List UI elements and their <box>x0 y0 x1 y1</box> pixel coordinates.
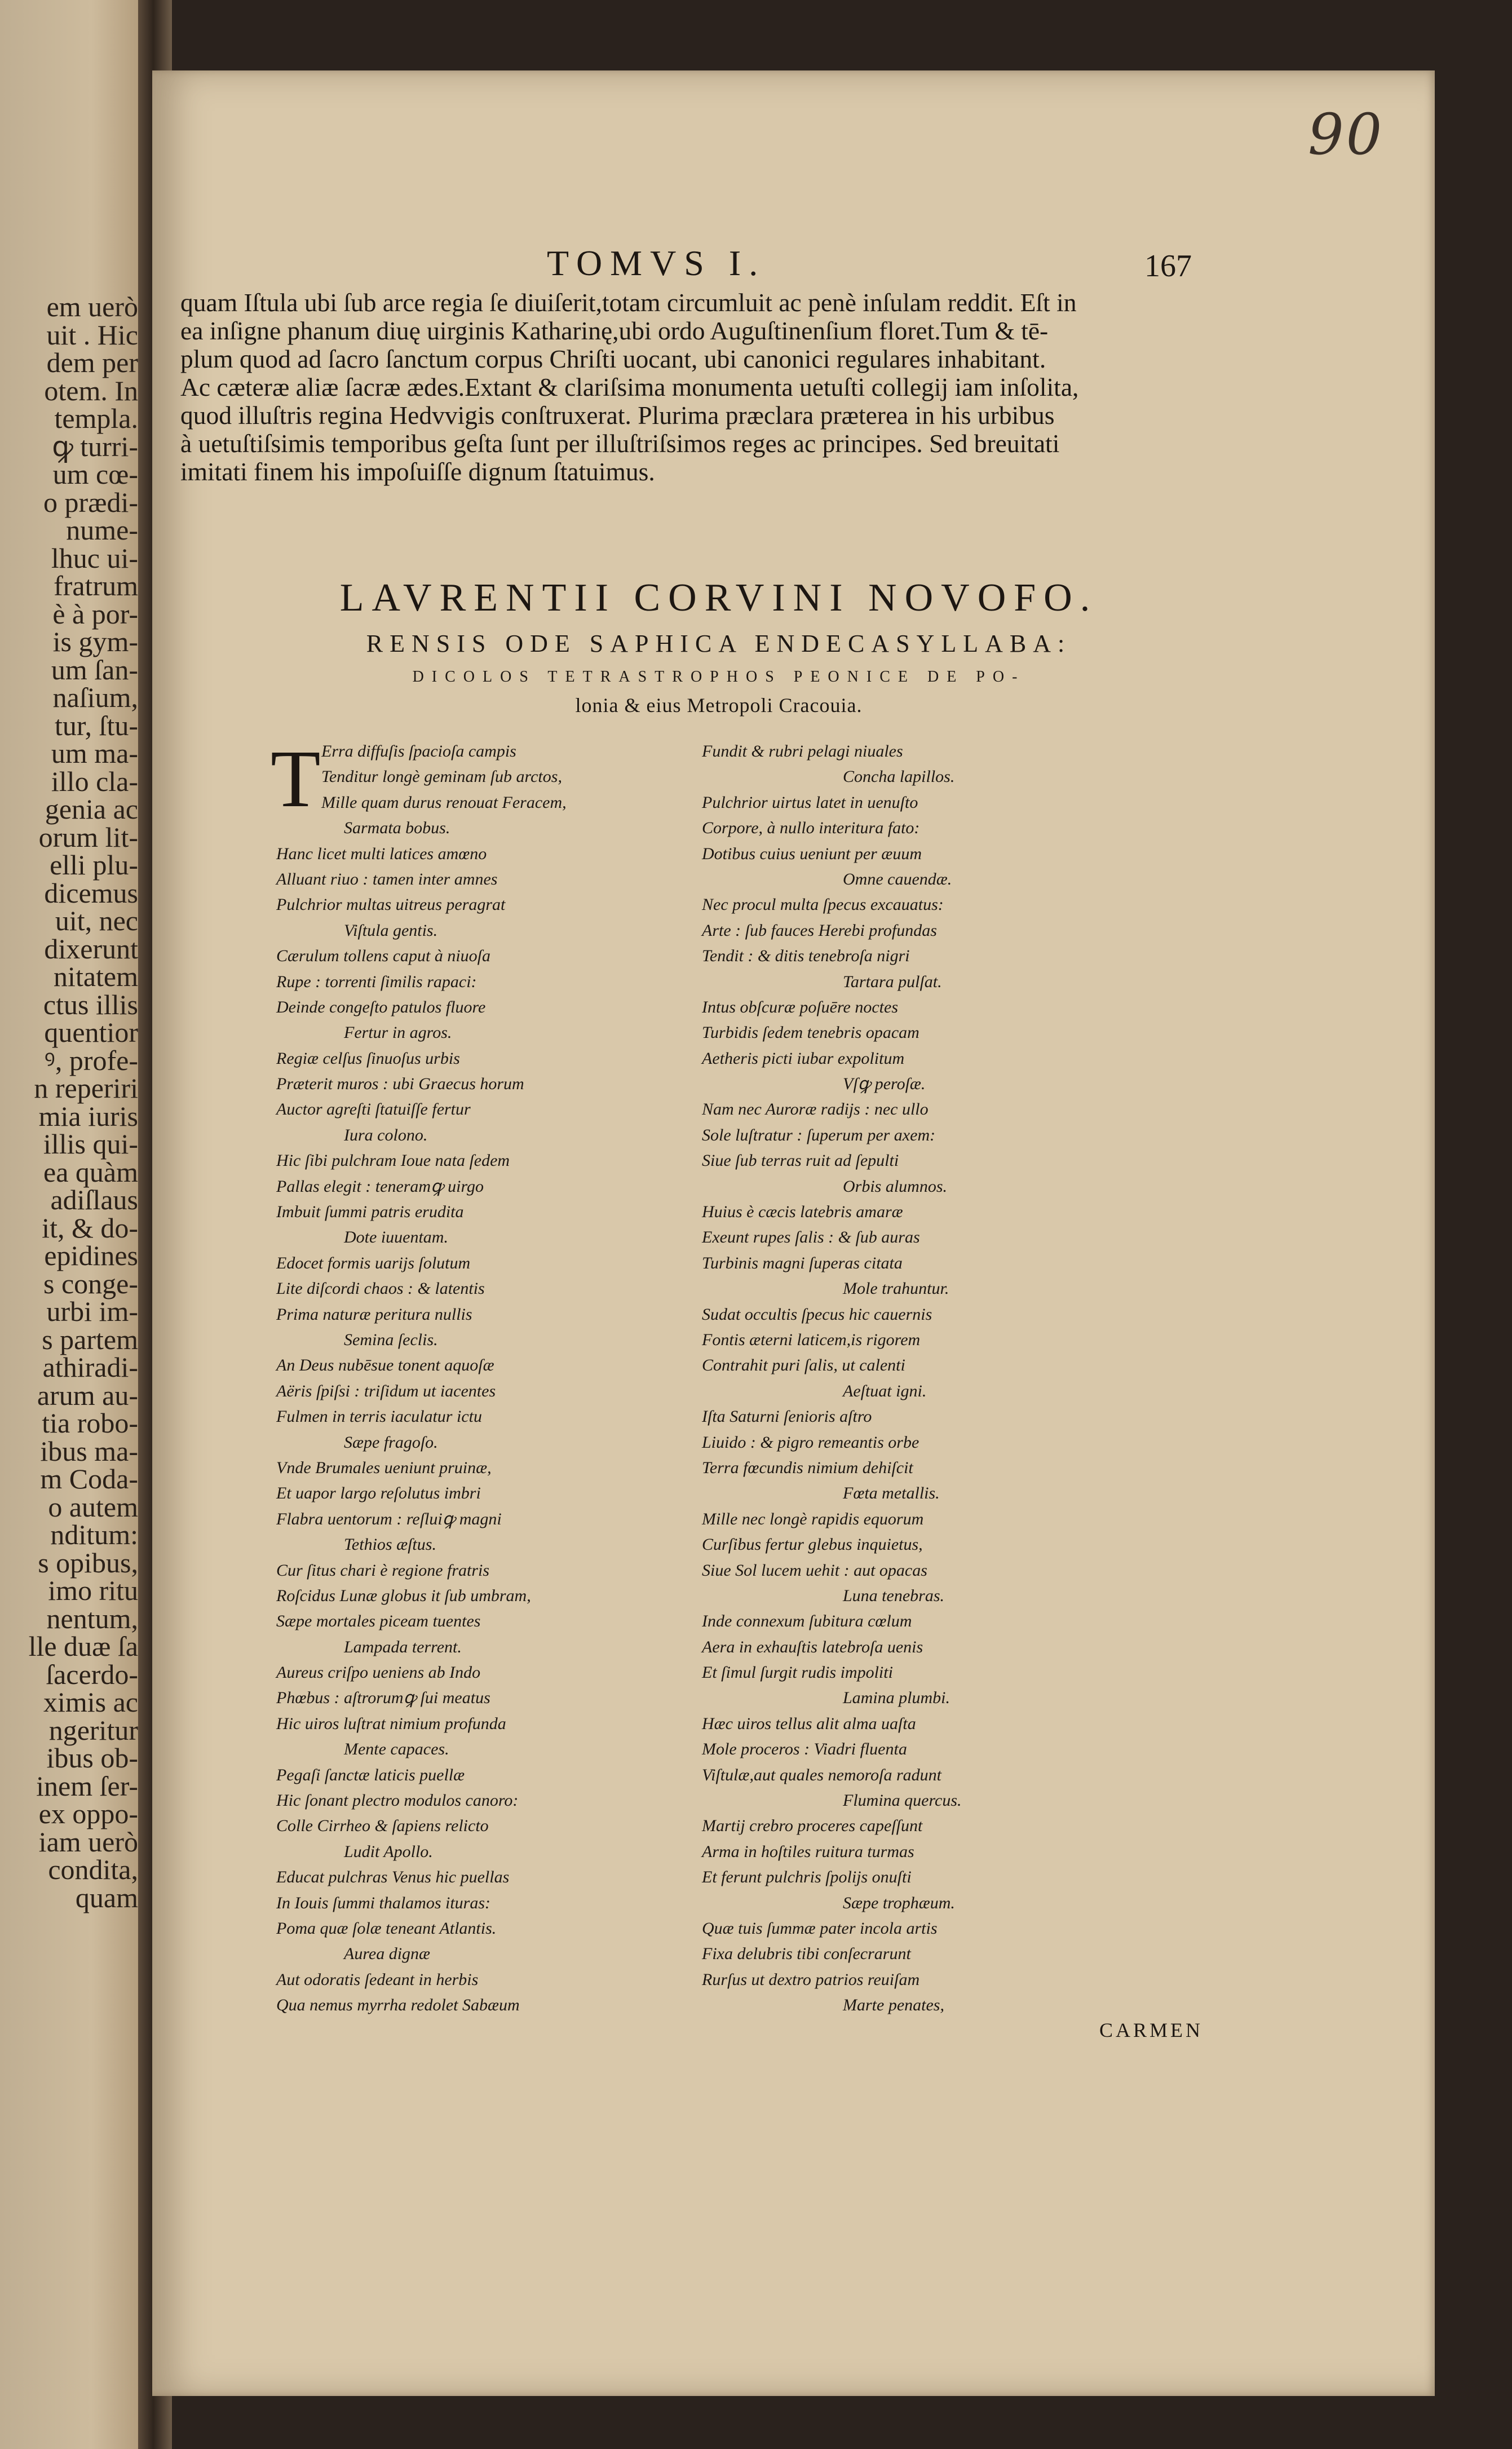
verse-line: Prima naturæ peritura nullis <box>276 1305 472 1324</box>
previous-page-fragment: orum lit- <box>38 821 138 853</box>
previous-page-fragment: o autem <box>48 1491 138 1523</box>
previous-page-fragment: epidines <box>44 1240 138 1271</box>
previous-page-fragment: quentior <box>44 1016 138 1048</box>
previous-page-fragment: lhuc ui- <box>51 542 138 574</box>
verse-line: Auctor agreſti ſtatuiſſe fertur <box>276 1100 471 1119</box>
verse-line: Et ferunt pulchris ſpolijs onuſti <box>702 1868 912 1887</box>
verse-line: Arte : ſub fauces Herebi profundas <box>702 921 937 940</box>
verse-line: Colle Cirrheo & ſapiens relicto <box>276 1816 489 1836</box>
verse-line: Aera in exhauſtis latebroſa uenis <box>702 1637 923 1656</box>
catchword: CARMEN <box>1099 2019 1204 2041</box>
verse-line: Pulchrior multas uitreus peragrat <box>276 895 506 914</box>
verse-line: Et ſimul ſurgit rudis impoliti <box>702 1663 893 1682</box>
previous-page-fragment: fratrum <box>54 570 138 602</box>
poem-column-left <box>276 739 626 2018</box>
verse-line: Sæpe mortales piceam tuentes <box>276 1612 481 1631</box>
verse-line: Sarmata bobus. <box>344 819 450 838</box>
previous-page-fragment: s partem <box>42 1323 138 1355</box>
verse-line: Tendit : & ditis tenebroſa nigri <box>702 947 910 966</box>
previous-page-fragment: ngeritur <box>48 1714 138 1746</box>
verse-line: Viſtulæ,aut quales nemoroſa radunt <box>702 1765 941 1784</box>
verse-line: Pegaſi ſanctæ laticis puellæ <box>276 1765 465 1784</box>
verse-line: Turbinis magni ſuperas citata <box>702 1253 903 1272</box>
prose-line: plum quod ad ſacro ſanctum corpus Chriſti uocant, ubi canonici regulares inhabitant. <box>180 344 1046 373</box>
previous-page-fragment: em uerò <box>46 291 138 322</box>
verse-line: Aureus criſpo ueniens ab Indo <box>276 1663 481 1682</box>
previous-page-fragment: uit . Hic <box>46 319 138 351</box>
previous-page-fragment: uit, nec <box>55 905 138 936</box>
verse-line: Semina ſeclis. <box>344 1330 438 1349</box>
previous-page-fragment: ꝙ turri- <box>52 430 138 462</box>
verse-line: Arma in hoſtiles ruitura turmas <box>702 1842 914 1861</box>
verse-line: Nam nec Auroræ radijs : nec ullo <box>702 1100 929 1119</box>
heading-line-2: RENSIS ODE SAPHICA ENDECASYLLABA: <box>366 630 1072 657</box>
verse-line: Aeſtuat igni. <box>843 1381 927 1400</box>
previous-page-fragment: lle duæ ſa <box>28 1630 138 1662</box>
previous-page-edge <box>0 0 152 2449</box>
heading-line-3: DICOLOS TETRASTROPHOS PEONICE DE PO- <box>412 668 1025 686</box>
previous-page-fragment: quam <box>75 1881 138 1913</box>
verse-line: Mille quam durus renouat Feracem, <box>321 793 567 812</box>
verse-line: Exeunt rupes ſalis : & ſub auras <box>702 1228 920 1247</box>
previous-page-fragment: otem. In <box>44 374 138 406</box>
verse-line: Pallas elegit : teneramꝙ uirgo <box>276 1177 484 1196</box>
previous-page-fragment: s conge- <box>43 1267 138 1299</box>
verse-line: Rupe : torrenti ſimilis rapaci: <box>276 972 477 991</box>
verse-line: Aetheris picti iubar expolitum <box>702 1049 905 1068</box>
heading-line-1: LAVRENTII CORVINI NOVOFO. <box>339 576 1098 620</box>
previous-page-fragment: tur, ſtu- <box>55 709 138 741</box>
previous-page-fragment: dicemus <box>44 877 138 909</box>
verse-line: Huius è cæcis latebris amaræ <box>702 1203 903 1222</box>
prose-line: à uetuſtiſsimis temporibus geſta ſunt per illuſtriſsimos reges ac principes. Sed breuitati <box>180 429 1060 458</box>
verse-line: Luna tenebras. <box>843 1586 944 1605</box>
verse-line: Liuido : & pigro remeantis orbe <box>702 1433 919 1452</box>
verse-line: Lampada terrent. <box>344 1637 462 1656</box>
verse-line: Lamina plumbi. <box>843 1688 950 1708</box>
previous-page-fragment: genia ac <box>45 793 138 825</box>
verse-line: Cærulum tollens caput à niuoſa <box>276 947 491 966</box>
verse-line: Viſtula gentis. <box>344 921 438 940</box>
verse-line: Siue Sol lucem uehit : aut opacas <box>702 1561 927 1580</box>
verse-line: Flumina quercus. <box>843 1791 962 1810</box>
verse-line: Tethios æſtus. <box>344 1535 436 1554</box>
verse-line: Deinde congeſto patulos fluore <box>276 997 486 1016</box>
drop-capital: T <box>271 734 321 824</box>
verse-line: Aurea dignæ <box>344 1944 431 1964</box>
prose-line: imitati finem his impoſuiſſe dignum ſtatuimus. <box>180 457 655 486</box>
verse-line: In Iouis ſummi thalamos ituras: <box>276 1893 491 1912</box>
page-number: 167 <box>1144 249 1192 284</box>
previous-page-fragment: naſium, <box>52 682 138 713</box>
previous-page-fragment: ꝰ, profe- <box>44 1044 138 1076</box>
prose-line: quod illuſtris regina Hedvvigis conſtruxerat. Plurima præclara præterea in his urbibus <box>180 401 1055 430</box>
previous-page-fragment: nume- <box>66 514 138 546</box>
verse-line: Turbidis ſedem tenebris opacam <box>702 1023 919 1042</box>
verse-line: Sæpe fragoſo. <box>344 1433 438 1452</box>
verse-line: Regiæ celſus ſinuoſus urbis <box>276 1049 460 1068</box>
previous-page-fragment: iam uerò <box>38 1825 138 1858</box>
previous-page-fragment: è à por- <box>52 598 138 630</box>
verse-line: Iſta Saturni ſenioris aſtro <box>702 1407 872 1426</box>
previous-page-fragment: ibus ob- <box>46 1742 138 1774</box>
verse-line: Hic ſonant plectro modulos canoro: <box>276 1791 519 1810</box>
verse-line: Mille nec longè rapidis equorum <box>702 1509 924 1528</box>
previous-page-fragment: illis qui- <box>43 1128 138 1160</box>
previous-page-fragment: arum au- <box>37 1379 138 1411</box>
verse-line: Hæc uiros tellus alit alma uaſta <box>702 1714 916 1733</box>
verse-line: Intus obſcuræ poſuēre noctes <box>702 997 899 1016</box>
verse-line: Lite diſcordi chaos : & latentis <box>276 1279 485 1298</box>
previous-page-fragment: um ſan- <box>51 653 138 686</box>
verse-line: Sole luſtratur : ſuperum per axem: <box>702 1125 936 1144</box>
verse-line: Tenditur longè geminam ſub arctos, <box>321 767 562 786</box>
previous-page-fragment: mia iuris <box>38 1100 138 1132</box>
verse-line: Concha lapillos. <box>843 767 955 786</box>
verse-line: Roſcidus Lunæ globus it ſub umbram, <box>276 1586 531 1605</box>
verse-line: Aut odoratis ſedeant in herbis <box>276 1970 479 1989</box>
previous-page-fragment: o prædi- <box>43 486 138 518</box>
verse-line: Vſꝙ peroſæ. <box>843 1075 926 1094</box>
running-head: TOMVS I. <box>547 243 766 283</box>
verse-line: Rurſus ut dextro patrios reuiſam <box>702 1970 920 1989</box>
verse-line: Martij crebro proceres capeſſunt <box>702 1816 923 1836</box>
prose-line: quam Iſtula ubi ſub arce regia ſe diuiſerit,totam circumluit ac penè inſulam reddit. Eſt in <box>180 288 1077 317</box>
verse-line: Omne cauendæ. <box>843 869 952 888</box>
previous-page-fragment: ex oppo- <box>38 1798 138 1829</box>
previous-page-fragment: inem ſer- <box>36 1770 138 1802</box>
previous-page-fragment: imo ritu <box>48 1575 138 1606</box>
verse-line: Nec procul multa ſpecus excauatus: <box>702 895 944 914</box>
verse-line: Fœta metallis. <box>843 1484 940 1503</box>
verse-line: Ludit Apollo. <box>344 1842 433 1861</box>
poem-column-right <box>702 739 1063 2018</box>
verse-line: Contrahit puri ſalis, ut calenti <box>702 1356 905 1375</box>
verse-line: Terra fœcundis nimium dehiſcit <box>702 1458 913 1477</box>
verse-line: Fontis æterni laticem,is rigorem <box>702 1330 921 1349</box>
verse-line: Edocet formis uarijs ſolutum <box>276 1253 471 1272</box>
verse-line: Hic uiros luſtrat nimium profunda <box>276 1714 506 1733</box>
prose-line: ea inſigne phanum diuę uirginis Katharinę,ubi ordo Auguſtinenſium floret.Tum & tē- <box>180 316 1049 345</box>
prose-line: Ac cæteræ aliæ ſacræ ædes.Extant & clariſsima monumenta uetuſti collegij iam inſolita, <box>180 373 1079 401</box>
verse-line: Vnde Brumales ueniunt pruinæ, <box>276 1458 492 1477</box>
previous-page-fragment: um cœ- <box>52 458 138 490</box>
verse-line: Fertur in agros. <box>344 1023 452 1042</box>
handwritten-folio-number: 90 <box>1308 101 1385 167</box>
verse-line: Inde connexum ſubitura cœlum <box>702 1612 912 1631</box>
verse-line: Qua nemus myrrha redolet Sabæum <box>276 1996 520 2015</box>
verse-line: Curſibus fertur glebus inquietus, <box>702 1535 923 1554</box>
previous-page-fragment: um ma- <box>51 737 138 769</box>
verse-line: Dotibus cuius ueniunt per æuum <box>702 844 922 863</box>
previous-page-fragment: s opibus, <box>38 1546 138 1579</box>
previous-page-fragment: illo cla- <box>51 765 138 797</box>
ode-heading <box>211 572 1226 720</box>
previous-page-fragment: tia robo- <box>42 1407 138 1439</box>
verse-line: Quæ tuis ſummæ pater incola artis <box>702 1918 938 1938</box>
previous-page-fragment: n reperiri <box>34 1072 138 1104</box>
verse-line: Iura colono. <box>344 1125 428 1144</box>
previous-page-fragment: ea quàm <box>43 1156 138 1188</box>
previous-page-fragment: is gym- <box>52 626 138 657</box>
verse-line: Mole trahuntur. <box>843 1279 949 1298</box>
verse-line: Educat pulchras Venus hic puellas <box>276 1868 510 1887</box>
previous-page-fragment: dixerunt <box>44 932 138 965</box>
prose-paragraph <box>180 289 1206 486</box>
verse-line: Marte penates, <box>843 1996 944 2015</box>
verse-line: Fixa delubris tibi conſecrarunt <box>702 1944 911 1964</box>
verse-line: Phœbus : aſtrorumꝙ ſui meatus <box>276 1688 490 1708</box>
verse-line: Hic ſibi pulchram Ioue nata ſedem <box>276 1151 510 1170</box>
verse-line: Siue ſub terras ruit ad ſepulti <box>702 1151 899 1170</box>
verse-line: Dote iuuentam. <box>344 1228 448 1247</box>
verse-line: Erra diffuſis ſpacioſa campis <box>321 742 516 761</box>
previous-page-fragment: ibus ma- <box>40 1435 138 1467</box>
verse-line: Orbis alumnos. <box>843 1177 948 1196</box>
previous-page-fragment: it, & do- <box>42 1212 138 1244</box>
verse-line: Imbuit ſummi patris erudita <box>276 1203 464 1222</box>
verse-line: Sæpe trophæum. <box>843 1893 955 1912</box>
verse-line: Præterit muros : ubi Graecus horum <box>276 1075 524 1094</box>
verse-line: Mente capaces. <box>344 1740 449 1759</box>
verse-line: Mole proceros : Viadri fluenta <box>702 1740 907 1759</box>
verse-line: Pulchrior uirtus latet in uenuſto <box>702 793 918 812</box>
previous-page-fragment: athiradi- <box>42 1351 138 1383</box>
verse-line: Poma quæ ſolæ teneant Atlantis. <box>276 1918 497 1938</box>
previous-page-fragment: elli plu- <box>50 849 138 881</box>
previous-page-fragment: m Coda- <box>40 1463 138 1495</box>
previous-page-fragment: ſacerdo- <box>46 1658 138 1690</box>
previous-page-fragment: adiſlaus <box>50 1184 138 1215</box>
previous-page-fragment: urbi im- <box>46 1296 138 1327</box>
verse-line: Flabra uentorum : reſluiꝙ magni <box>276 1509 502 1528</box>
previous-page-fragment: nentum, <box>46 1602 138 1634</box>
previous-page-fragment: dem per <box>46 347 138 378</box>
previous-page-text <box>0 293 138 1912</box>
previous-page-fragment: ximis ac <box>43 1686 138 1718</box>
verse-line: An Deus nubēsue tonent aquoſæ <box>276 1356 494 1375</box>
previous-page-fragment: nditum: <box>50 1519 138 1550</box>
verse-line: Aëris ſpiſsi : triſidum ut iacentes <box>276 1381 496 1400</box>
heading-line-4: lonia & eius Metropoli Cracouia. <box>575 694 863 717</box>
verse-line: Fulmen in terris iaculatur ictu <box>276 1407 482 1426</box>
previous-page-fragment: nitatem <box>54 961 138 992</box>
verse-line: Corpore, à nullo interitura fato: <box>702 819 920 838</box>
verse-line: Alluant riuo : tamen inter amnes <box>276 869 498 888</box>
verse-line: Hanc licet multi latices amœno <box>276 844 487 863</box>
previous-page-fragment: condita, <box>48 1854 138 1885</box>
verse-line: Sudat occultis ſpecus hic cauernis <box>702 1305 932 1324</box>
verse-line: Cur ſitus chari è regione fratris <box>276 1561 490 1580</box>
previous-page-fragment: templa. <box>54 403 138 434</box>
verse-line: Et uapor largo reſolutus imbri <box>276 1484 481 1503</box>
previous-page-fragment: ctus illis <box>43 988 138 1020</box>
verse-line: Tartara pulſat. <box>843 972 942 991</box>
verse-line: Fundit & rubri pelagi niuales <box>702 742 903 761</box>
